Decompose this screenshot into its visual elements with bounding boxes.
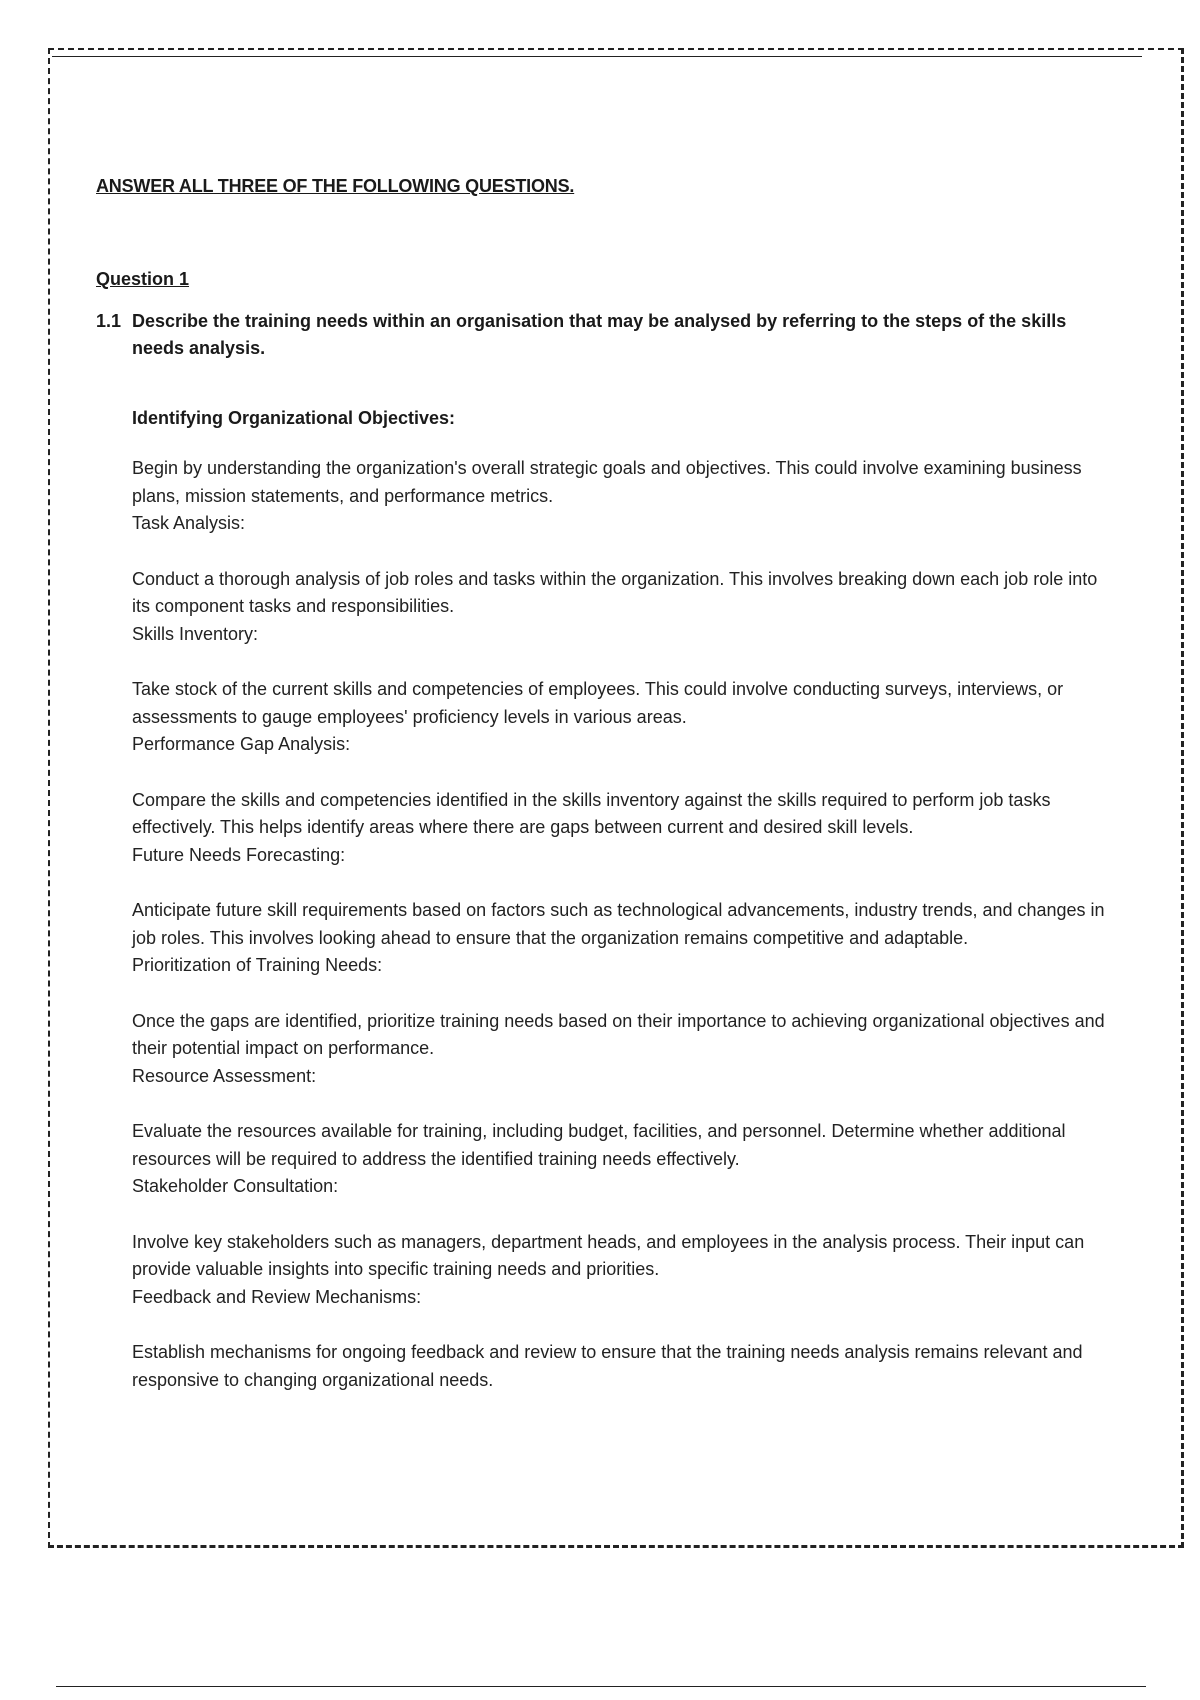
answer-section [132,408,1106,1394]
step-block [132,787,1106,870]
step-block [132,1008,1106,1091]
step-title: Skills Inventory: [132,623,259,644]
step-description: Begin by understanding the organization's overall strategic goals and objectives. This could involve examining business plans, mission statements, and performance metrics. [132,458,1082,506]
step-block [132,566,1106,649]
step-description: Take stock of the current skills and competencies of employees. This could involve conducting surveys, interviews, or assessments to gauge employees' proficiency levels in various areas. [132,679,1064,727]
step-title: Task Analysis: [132,513,246,533]
answer-heading: Identifying Organizational Objectives: [132,408,456,428]
step-description: Compare the skills and competencies identified in the skills inventory against the skills required to perform job tasks effectively. This helps identify areas where there are gaps between current and desired skill levels. [132,789,1051,837]
question-item [96,308,1106,362]
step-description: Once the gaps are identified, prioritize training needs based on their importance to achieving organizational objectives and their potential impact on performance. [132,1010,1105,1058]
step-description: Conduct a thorough analysis of job roles and tasks within the organization. This involves breaking down each job role into its component tasks and responsibilities. [132,568,1098,616]
question-text: Describe the training needs within an organisation that may be analysed by referring to the steps of the skills needs analysis. [132,311,1067,358]
step-title: Resource Assessment: [132,1065,317,1086]
step-block [132,676,1106,759]
step-title: Feedback and Review Mechanisms: [132,1286,422,1307]
step-description: Evaluate the resources available for training, including budget, facilities, and personnel. Determine whether additional resources will be required to address the identified training needs effectively. [132,1121,1066,1169]
step-block [132,1118,1106,1201]
step-block [132,1339,1106,1394]
footer-rule [56,1686,1146,1687]
step-title: Future Needs Forecasting: [132,844,346,865]
document-body [96,176,1106,1394]
step-description: Involve key stakeholders such as managers, department heads, and employees in the analysis process. Their input can provide valuable insights into specific training needs and priorities. [132,1231,1085,1279]
question-heading: Question 1 [96,269,190,289]
instruction-heading: ANSWER ALL THREE OF THE FOLLOWING QUESTIONS. [96,176,575,196]
step-block [132,897,1106,980]
step-title: Prioritization of Training Needs: [132,955,383,975]
step-title: Stakeholder Consultation: [132,1176,339,1196]
step-description: Establish mechanisms for ongoing feedback and review to ensure that the training needs analysis remains relevant and responsive to changing organizational needs. [132,1342,1083,1390]
question-number: 1.1 [96,311,122,331]
header-rule [52,56,1142,57]
step-title: Performance Gap Analysis: [132,734,351,754]
step-description: Anticipate future skill requirements based on factors such as technological advancements, industry trends, and changes in job roles. This involves looking ahead to ensure that the organization remains competitive and adaptable. [132,900,1105,948]
step-block [132,455,1106,538]
step-block [132,1229,1106,1312]
